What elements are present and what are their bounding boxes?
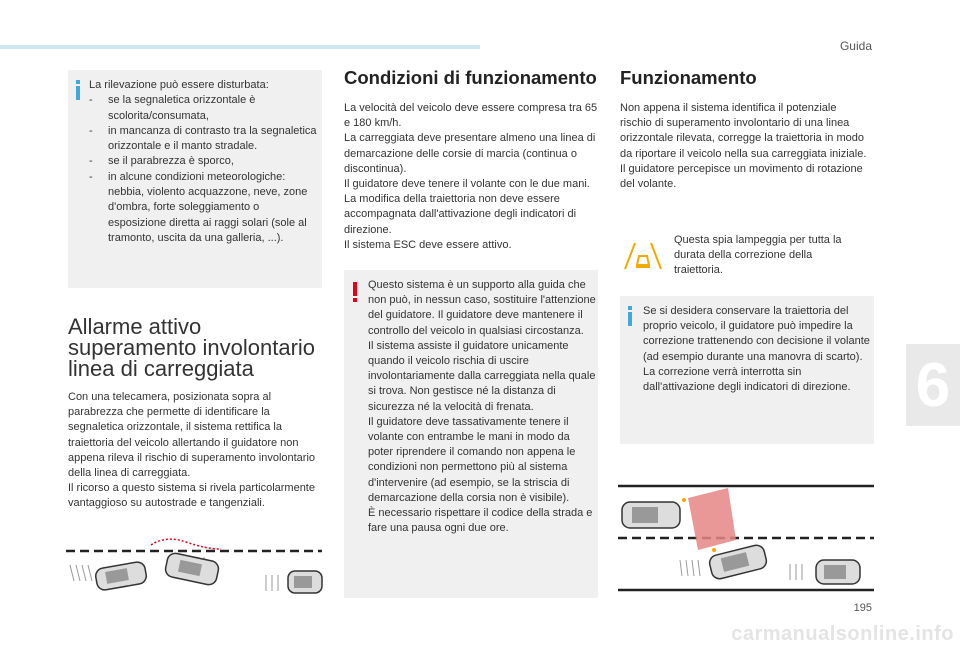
list-item: - in mancanza di contrasto tra la segnaletica orizzontale e il manto stradale. <box>89 124 317 155</box>
lamp-description: Questa spia lampeggia per tutta la durata della correzione della traiettoria. <box>674 234 842 277</box>
warning-box <box>344 270 598 598</box>
section-title: Allarme attivo superamento involontario linea di carreggiata <box>68 314 316 381</box>
correction-note: Se si desidera conservare la traiettoria del proprio veicolo, il guidatore può impedire la correzione trattenendo con decisione il volante (ad esempio durante una manovra di scarto). La correzione verrà interrotta sin dall'attivazione degli indicatori di direzione. <box>643 305 870 394</box>
note-box-detection <box>68 70 322 288</box>
trajectory-correction-illustration <box>618 480 876 592</box>
conditions-title: Condizioni di funzionamento <box>344 67 597 88</box>
warning-text: Questo sistema è un supporto alla guida che non può, in nessun caso, sostituire l'attenzione del guidatore. Il guidatore deve mantenere il controllo del veicolo in qualsiasi circostanza. Il sistema assiste il guidatore unicamente quando il veicolo rischia di uscire involontariamente dalla carreggiata nella quale si trova. Non gestisce né la distanza di sicurezza né la velocità di frenata. Il guidatore deve tassativamente tenere il volante con entrambe le mani in modo da poter riprendere il comando non appena le condizioni non permettono più al sistema d'intervenire (ad esempio, se la striscia di demarcazione della corsia non è visibile). È necessario rispettare il codice della strada e fare una pausa ogni due ore. <box>368 279 596 535</box>
note-box-correction <box>620 296 874 444</box>
note-list <box>89 93 317 246</box>
header-bar <box>0 45 480 49</box>
info-icon <box>628 306 632 326</box>
note-intro: La rilevazione può essere disturbata: <box>89 79 269 91</box>
chapter-tab: 6 <box>906 344 960 426</box>
list-item: - se il parabrezza è sporco, <box>89 154 317 169</box>
lane-departure-illustration <box>66 535 324 601</box>
car-icon <box>94 552 322 593</box>
operation-title: Funzionamento <box>620 67 757 88</box>
warning-icon <box>353 282 357 302</box>
page-number: 195 <box>853 602 872 614</box>
section-label: Guida <box>839 39 872 53</box>
lane-departure-warning-icon <box>623 241 663 271</box>
intro-paragraph: Con una telecamera, posizionata sopra al parabrezza che permette di identificare la segnaletica orizzontale, il sistema rettifica la traiettoria del veicolo allertando il guidatore non appena rileva il rischio di superamento involontario della linea di carreggiata. Il ricorso a questo sistema si rivela particolarmente vantaggioso su autostrade e tangenziali. <box>68 391 316 510</box>
list-item: - in alcune condizioni meteorologiche: nebbia, violento acquazzone, neve, zone d'ombra, forte soleggiamento o esposizione diretta ai raggi solari (sole al tramonto, uscita da una galleria, ...). <box>89 170 317 246</box>
list-item: - se la segnaletica orizzontale è scolorita/consumata, <box>89 93 317 124</box>
watermark: carmanualsonline.info <box>731 623 954 645</box>
conditions-paragraph: La velocità del veicolo deve essere compresa tra 65 e 180 km/h. La carreggiata deve presentare almeno una linea di demarcazione delle corsie di marcia (continua o discontinua). Il guidatore deve tenere il volante con le due mani. La modifica della traiettoria non deve essere accompagnata dall'attivazione degli indicatori di direzione. Il sistema ESC deve essere attivo. <box>344 102 598 251</box>
info-icon <box>76 80 80 100</box>
operation-paragraph: Non appena il sistema identifica il potenziale rischio di superamento involontario di una linea orizzontale rilevata, corregge la traiettoria in modo da riportare il veicolo nella sua carreggiata iniziale. Il guidatore percepisce un movimento di rotazione del volante. <box>620 102 867 191</box>
